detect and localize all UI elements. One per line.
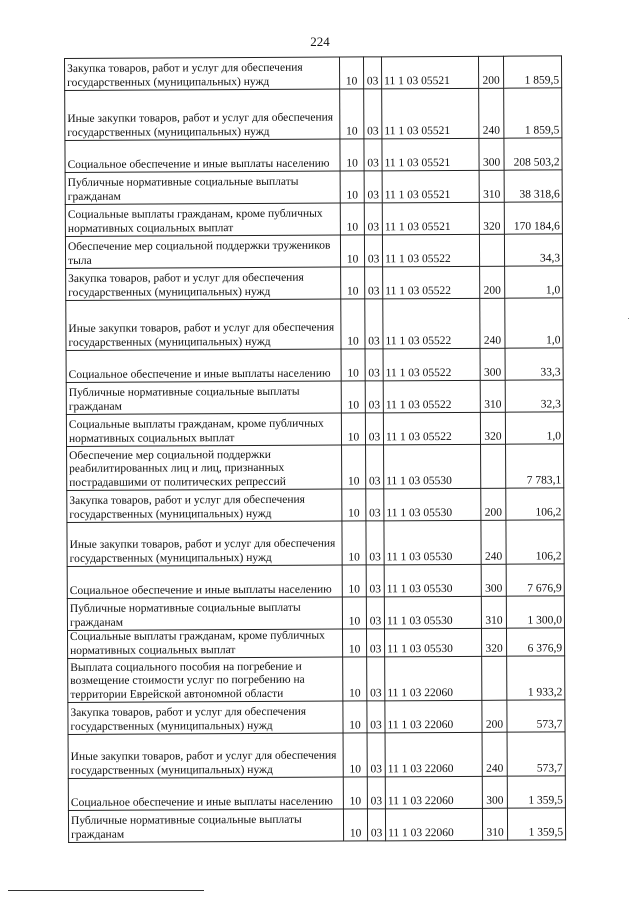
target-article-cell: 11 1 03 22060 — [385, 732, 482, 777]
subsection-code-cell: 03 — [367, 777, 385, 809]
target-article-cell: 11 1 03 05522 — [383, 380, 480, 413]
expense-type-cell — [481, 444, 506, 488]
target-article-cell: 11 1 03 05522 — [383, 412, 480, 445]
expense-type-cell: 310 — [481, 596, 506, 628]
subsection-code-cell: 03 — [366, 445, 384, 489]
subsection-code-cell: 03 — [365, 413, 383, 445]
row-name-cell: Иные закупки товаров, работ и услуг для обеспечения государственных (муниципальных) нужд — [67, 521, 342, 566]
row-name-cell: Закупка товаров, работ и услуг для обеспечения государственных (муниципальных) нужд — [68, 701, 343, 734]
table-row — [66, 266, 563, 301]
section-code-cell: 10 — [343, 809, 367, 841]
amount-cell: 1,0 — [505, 412, 563, 444]
expense-type-cell: 310 — [479, 170, 504, 202]
target-article-cell: 11 1 03 05530 — [384, 488, 481, 521]
subsection-code-cell: 03 — [364, 89, 382, 139]
target-article-cell: 11 1 03 22060 — [385, 808, 482, 841]
row-name-cell: Обеспечение мер социальной поддержки тружеников тыла — [65, 235, 340, 268]
subsection-code-cell: 03 — [363, 57, 381, 89]
expense-type-cell: 200 — [478, 56, 503, 88]
target-article-cell: 11 1 03 22060 — [385, 776, 482, 809]
section-code-cell: 10 — [342, 629, 366, 657]
target-article-cell: 11 1 03 22060 — [385, 656, 482, 701]
section-code-cell: 10 — [342, 565, 366, 597]
target-article-cell: 11 1 03 05521 — [381, 56, 478, 89]
table-row — [67, 596, 564, 631]
table-row — [65, 88, 562, 141]
section-code-cell: 10 — [343, 701, 367, 733]
section-code-cell: 10 — [343, 657, 367, 701]
expense-type-cell: 200 — [480, 266, 505, 298]
table-row — [67, 488, 564, 523]
amount-cell: 1 359,5 — [507, 808, 565, 840]
table-row — [65, 56, 562, 91]
table-row — [66, 412, 563, 447]
subsection-code-cell: 03 — [367, 733, 385, 777]
amount-cell: 1,0 — [505, 298, 563, 348]
budget-table-body — [65, 56, 566, 843]
subsection-code-cell: 03 — [367, 809, 385, 841]
subsection-code-cell: 03 — [366, 521, 384, 565]
section-code-cell: 10 — [341, 381, 365, 413]
target-article-cell: 11 1 03 05530 — [384, 596, 481, 629]
section-code-cell: 10 — [340, 171, 364, 203]
subsection-code-cell: 03 — [366, 597, 384, 629]
amount-cell: 106,2 — [506, 488, 564, 520]
table-row — [66, 348, 563, 383]
row-name-cell: Социальное обеспечение и иные выплаты населению — [65, 139, 340, 172]
amount-cell: 1 300,0 — [506, 596, 564, 628]
amount-cell: 38 318,6 — [504, 170, 562, 202]
table-row — [68, 656, 565, 703]
subsection-code-cell: 03 — [365, 299, 383, 349]
section-code-cell: 10 — [342, 489, 366, 521]
subsection-code-cell: 03 — [366, 489, 384, 521]
subsection-code-cell: 03 — [365, 381, 383, 413]
table-row — [68, 776, 565, 811]
footnote-rule — [8, 890, 204, 891]
table-row — [67, 444, 564, 491]
row-name-cell: Публичные нормативные социальные выплаты гражданам — [65, 171, 340, 204]
amount-cell: 106,2 — [506, 520, 564, 564]
section-code-cell: 10 — [341, 267, 365, 299]
amount-cell: 1 359,5 — [507, 776, 565, 808]
amount-cell: 7 783,1 — [506, 444, 564, 488]
expense-type-cell — [482, 656, 507, 700]
row-name-cell: Иные закупки товаров, работ и услуг для обеспечения государственных (муниципальных) нужд — [68, 733, 343, 778]
section-code-cell: 10 — [339, 57, 363, 89]
table-row — [66, 380, 563, 415]
section-code-cell: 10 — [341, 413, 365, 445]
subsection-code-cell: 03 — [364, 171, 382, 203]
table-row — [68, 808, 565, 843]
subsection-code-cell: 03 — [366, 565, 384, 597]
subsection-code-cell: 03 — [365, 267, 383, 299]
table-row — [68, 700, 565, 735]
expense-type-cell: 300 — [482, 776, 507, 808]
subsection-code-cell: 03 — [364, 235, 382, 267]
row-name-cell: Закупка товаров, работ и услуг для обеспечения государственных (муниципальных) нужд — [67, 489, 342, 522]
section-code-cell: 10 — [343, 777, 367, 809]
target-article-cell: 11 1 03 05521 — [382, 138, 479, 171]
target-article-cell: 11 1 03 05530 — [384, 564, 481, 597]
page-number: 224 — [310, 34, 330, 49]
subsection-code-cell: 03 — [366, 629, 384, 657]
target-article-cell: 11 1 03 22060 — [385, 700, 482, 733]
target-article-cell: 11 1 03 05521 — [382, 88, 479, 139]
section-code-cell: 10 — [340, 139, 364, 171]
section-code-cell: 10 — [341, 349, 365, 381]
table-row — [67, 564, 564, 599]
amount-cell: 573,7 — [507, 700, 565, 732]
row-name-cell: Социальное обеспечение и иные выплаты населению — [68, 777, 343, 810]
amount-cell: 573,7 — [507, 732, 565, 776]
row-name-cell: Социальное обеспечение и иные выплаты населению — [66, 349, 341, 382]
target-article-cell: 11 1 03 05522 — [383, 348, 480, 381]
amount-cell: 1 933,2 — [507, 656, 565, 700]
expense-type-cell: 240 — [479, 88, 504, 138]
amount-cell: 34,3 — [504, 234, 562, 266]
amount-cell: 6 376,9 — [506, 628, 564, 656]
expense-type-cell: 310 — [482, 808, 507, 840]
table-row — [68, 732, 565, 779]
expense-type-cell: 310 — [480, 380, 505, 412]
section-code-cell: 10 — [342, 445, 366, 489]
subsection-code-cell: 03 — [367, 701, 385, 733]
table-row — [67, 520, 564, 567]
expense-type-cell — [479, 234, 504, 266]
subsection-code-cell: 03 — [364, 139, 382, 171]
section-code-cell: 10 — [340, 235, 364, 267]
amount-cell: 7 676,9 — [506, 564, 564, 596]
row-name-cell: Социальные выплаты гражданам, кроме публичных нормативных социальных выплат — [66, 413, 341, 446]
row-name-cell: Закупка товаров, работ и услуг для обеспечения государственных (муниципальных) нужд — [66, 267, 341, 300]
target-article-cell: 11 1 03 05530 — [384, 628, 481, 657]
target-article-cell: 11 1 03 05521 — [382, 202, 479, 235]
target-article-cell: 11 1 03 05530 — [384, 520, 481, 565]
row-name-cell: Иные закупки товаров, работ и услуг для обеспечения государственных (муниципальных) нужд — [65, 89, 340, 140]
amount-cell: 32,3 — [505, 380, 563, 412]
amount-cell: 1 859,5 — [503, 56, 561, 88]
expense-type-cell: 300 — [479, 138, 504, 170]
target-article-cell: 11 1 03 05522 — [383, 298, 480, 349]
table-row — [67, 628, 564, 659]
expense-type-cell: 320 — [480, 412, 505, 444]
row-name-cell: Социальное обеспечение и иные выплаты населению — [67, 565, 342, 598]
target-article-cell: 11 1 03 05530 — [384, 444, 481, 489]
section-code-cell: 10 — [341, 299, 365, 349]
row-name-cell: Обеспечение мер социальной поддержки реабилитированных лиц и лиц, признанных пострадавшими от политических репрессий — [67, 445, 342, 490]
table-row — [65, 170, 562, 205]
expense-type-cell: 200 — [481, 488, 506, 520]
target-article-cell: 11 1 03 05521 — [382, 170, 479, 203]
section-code-cell: 10 — [343, 733, 367, 777]
table-row — [65, 138, 562, 173]
subsection-code-cell: 03 — [367, 657, 385, 701]
expense-type-cell: 200 — [482, 700, 507, 732]
amount-cell: 1,0 — [505, 266, 563, 298]
expense-type-cell: 240 — [481, 520, 506, 564]
section-code-cell: 10 — [340, 89, 364, 139]
row-name-cell: Публичные нормативные социальные выплаты гражданам — [66, 381, 341, 414]
amount-cell: 170 184,6 — [504, 202, 562, 234]
expense-type-cell: 300 — [480, 348, 505, 380]
subsection-code-cell: 03 — [365, 349, 383, 381]
table-row — [66, 298, 563, 351]
row-name-cell: Закупка товаров, работ и услуг для обеспечения государственных (муниципальных) нужд — [65, 57, 340, 90]
row-name-cell: Публичные нормативные социальные выплаты гражданам — [68, 809, 343, 842]
target-article-cell: 11 1 03 05522 — [383, 266, 480, 299]
section-code-cell: 10 — [342, 597, 366, 629]
row-name-cell: Социальные выплаты гражданам, кроме публичных нормативных социальных выплат — [67, 629, 342, 658]
amount-cell: 208 503,2 — [504, 138, 562, 170]
scan-speck — [628, 318, 629, 319]
expense-type-cell: 320 — [481, 628, 506, 656]
row-name-cell: Иные закупки товаров, работ и услуг для обеспечения государственных (муниципальных) нужд — [66, 299, 341, 350]
budget-table — [64, 55, 566, 843]
amount-cell: 33,3 — [505, 348, 563, 380]
section-code-cell: 10 — [342, 521, 366, 565]
section-code-cell: 10 — [340, 203, 364, 235]
table-row — [65, 202, 562, 237]
subsection-code-cell: 03 — [364, 203, 382, 235]
table-row — [65, 234, 562, 269]
row-name-cell: Социальные выплаты гражданам, кроме публичных нормативных социальных выплат — [65, 203, 340, 236]
row-name-cell: Выплата социального пособия на погребение и возмещение стоимости услуг по погребению на территории Еврейской автономной области — [68, 657, 343, 702]
expense-type-cell: 240 — [482, 732, 507, 776]
expense-type-cell: 300 — [481, 564, 506, 596]
target-article-cell: 11 1 03 05522 — [382, 234, 479, 267]
row-name-cell: Публичные нормативные социальные выплаты гражданам — [67, 597, 342, 630]
expense-type-cell: 240 — [480, 298, 505, 348]
expense-type-cell: 320 — [479, 202, 504, 234]
amount-cell: 1 859,5 — [504, 88, 562, 138]
